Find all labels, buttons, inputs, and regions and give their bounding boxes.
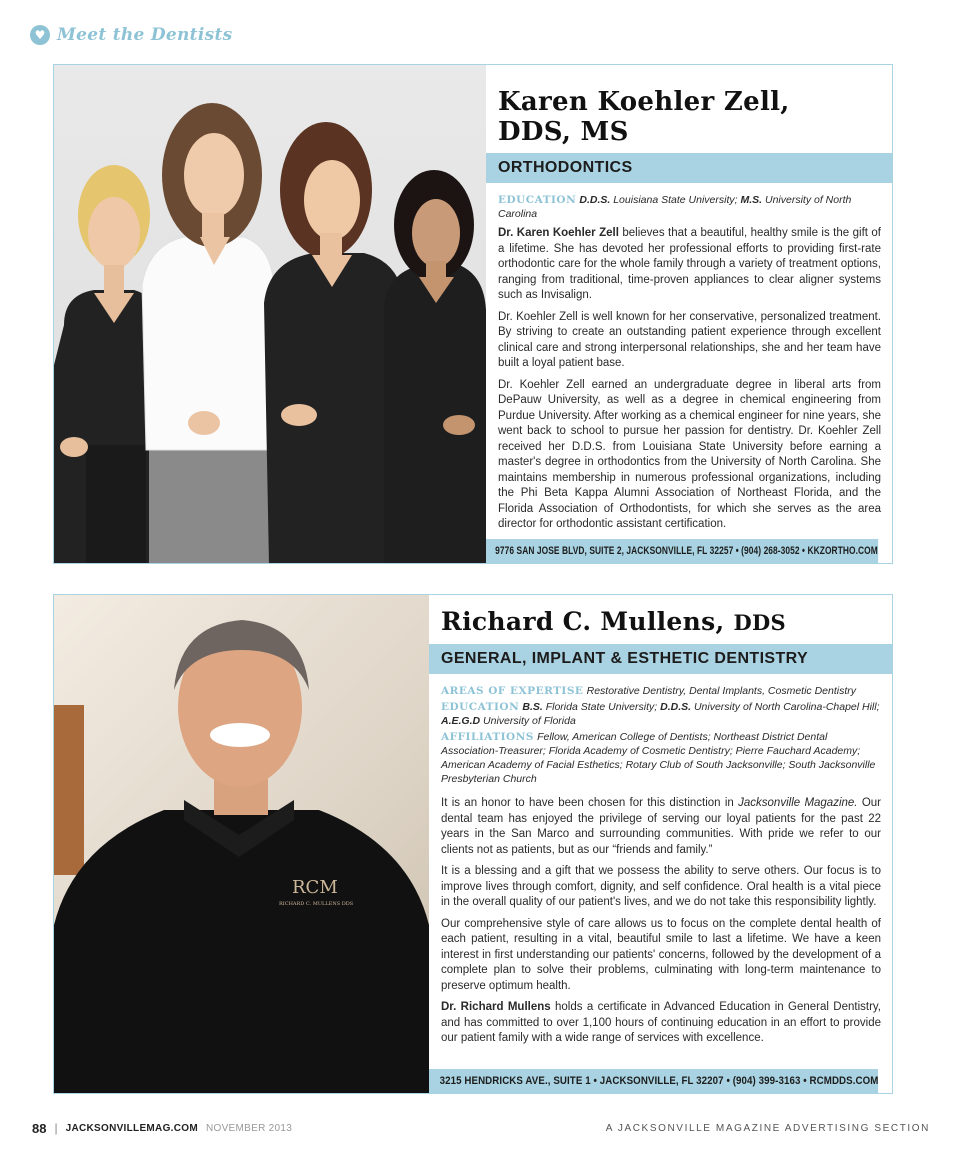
shirt-logo-sub: RICHARD C. MULLENS DDS (279, 901, 354, 907)
expertise-line (441, 684, 881, 698)
bio-paragraph (441, 1000, 881, 1047)
bio-text: believes that a beautiful, healthy smile is the gift of a lifetime. She has devoted her professional efforts to providing first-rate orthodontic care for the whole family through a variety of treatment options, ranging from traditional, time-proven appliances to clear aligner systems such as Invisalign. (498, 227, 881, 301)
dentist-photo-illustration (54, 595, 429, 1093)
dentist-bio (429, 674, 892, 1047)
expertise-text: Restorative Dentistry, Dental Implants, Cosmetic Dentistry (586, 685, 857, 697)
dentist-name-line2: DDS, MS (498, 117, 629, 147)
school: Florida State University; (545, 701, 658, 713)
dentist-content-zell (486, 65, 892, 563)
affiliations-text: Fellow, American College of Dentists; Northeast District Dental Association-Treasurer; Florida Academy of Cosmetic Dentistry; Pierre Fauchard Academy; American Academy of Facial Esthetics; Rotary Club of South Jacksonville; South Jacksonville Presbyterian Church (441, 731, 876, 785)
dentist-content-mullens (429, 595, 892, 1093)
dentist-name (486, 65, 892, 147)
address-bar: 3215 HENDRICKS AVE., SUITE 1 • JACKSONVILLE, FL 32207 • (904) 399-3163 • RCMDDS.COM (429, 1069, 878, 1093)
degree: D.D.S. (660, 701, 692, 713)
school: University of Florida (483, 715, 576, 727)
background-door (54, 705, 84, 875)
bio-paragraph: Our comprehensive style of care allows us to focus on the complete dental health of each patient, resulting in a vital, beautiful smile to last a lifetime. We have a keen interest in first understanding our patients' concerns, followed by the development of a complete plan to solve their problems, culminating with long-term maintenance to preserve optimum health. (441, 917, 881, 992)
page-footer (32, 1118, 930, 1138)
bio-lead: Dr. Richard Mullens (441, 1001, 551, 1013)
school: Louisiana State University; (613, 194, 738, 206)
staff-member-2 (142, 103, 274, 563)
school: University of North Carolina (498, 194, 852, 220)
dentist-bio (486, 183, 892, 533)
education-label: EDUCATION (441, 701, 520, 713)
dentist-name-line1: Karen Koehler Zell, (498, 87, 790, 117)
expertise-label: AREAS OF EXPERTISE (441, 685, 584, 697)
bio-text: holds a certificate in Advanced Education in General Dentistry, and has committed to over 1,100 hours of continuing education in an effort to provide our patient family with a wide range of services with excellence. (441, 1001, 881, 1044)
specialty-bar: ORTHODONTICS (486, 153, 892, 183)
team-photo (54, 65, 486, 563)
affiliations-line (441, 730, 881, 786)
section-header (30, 22, 233, 48)
education-line (441, 700, 881, 728)
dentist-name (429, 595, 892, 638)
dentist-card-zell (53, 64, 893, 564)
dentist-figure (54, 620, 429, 1093)
dentist-name-main: Richard C. Mullens, (441, 607, 725, 636)
staff-member-4 (384, 170, 486, 563)
dentist-photo (54, 595, 429, 1093)
education-label: EDUCATION (498, 194, 577, 206)
address-bar: 9776 SAN JOSE BLVD, SUITE 2, JACKSONVILLE, FL 32257 • (904) 268-3052 • KKZORTHO.COM (486, 539, 878, 563)
issue-date: NOVEMBER 2013 (205, 1122, 293, 1134)
affiliations-label: AFFILIATIONS (441, 731, 534, 743)
magazine-name: Jacksonville Magazine. (738, 797, 858, 809)
specialty-bar: GENERAL, IMPLANT & ESTHETIC DENTISTRY (429, 644, 892, 674)
degree: B.S. (522, 701, 543, 713)
bio-lead: Dr. Karen Koehler Zell (498, 227, 619, 239)
tooth-icon: ♥ (30, 25, 50, 45)
team-photo-illustration (54, 65, 486, 563)
bio-paragraph (498, 226, 881, 304)
bio-paragraph: Dr. Koehler Zell is well known for her conservative, personalized treatment. By striving to create an outstanding patient experience through excellent clinical care and strong interpersonal relationships, she and her team have built a loyal patient base. (498, 310, 881, 369)
section-title: Meet the Dentists (57, 25, 233, 45)
degree: D.D.S. (579, 194, 611, 206)
site-link[interactable]: JACKSONVILLEMAG.COM (65, 1122, 198, 1134)
dentist-card-mullens (53, 594, 893, 1094)
staff-member-1 (54, 165, 159, 563)
page-number: 88 (32, 1120, 47, 1136)
advertising-section-label: A JACKSONVILLE MAGAZINE ADVERTISING SECTION (605, 1122, 930, 1134)
shirt-logo: RCM (292, 877, 338, 898)
dentist-name-suffix: DDS (733, 610, 787, 635)
degree: M.S. (740, 194, 763, 206)
footer-divider: | (54, 1121, 58, 1135)
bio-text: Our dental team has enjoyed the privilege of serving our loyal patients for the past 22 years in the San Marco and surrounding communities. With pride we refer to our clients not as patients, but as our “friends and family.” (441, 797, 881, 856)
bio-paragraph: Dr. Koehler Zell earned an undergraduate degree in liberal arts from DePauw University, as well as a degree in chemical engineering from Purdue University. After working as a chemical engineer for nine years, she went back to school to pursue her passion for dentistry. Dr. Koehler Zell received her D.D.S. from Louisiana State University before earning a master's degree in orthodontics from the University of North Carolina. She maintains membership in numerous professional organizations, including the Phi Beta Kappa Alumni Association of Northeast Florida, and the Florida Association of Orthodontists, for which she serves as the area director for orthodontic assistant certification. (498, 378, 881, 530)
degree: A.E.G.D (441, 715, 481, 727)
bio-paragraph: It is a blessing and a gift that we possess the ability to serve others. Our focus is to improve lives through comfort, dignity, and self confidence. Oral health is a vital piece in the overall quality of our patient's lives, and we do not take this responsibility lightly. (441, 865, 881, 908)
school: University of North Carolina-Chapel Hill; (693, 701, 880, 713)
bio-text: It is an honor to have been chosen for this distinction in (441, 797, 734, 809)
education-line (498, 193, 881, 221)
bio-paragraph (441, 796, 881, 858)
staff-member-3 (264, 122, 404, 563)
